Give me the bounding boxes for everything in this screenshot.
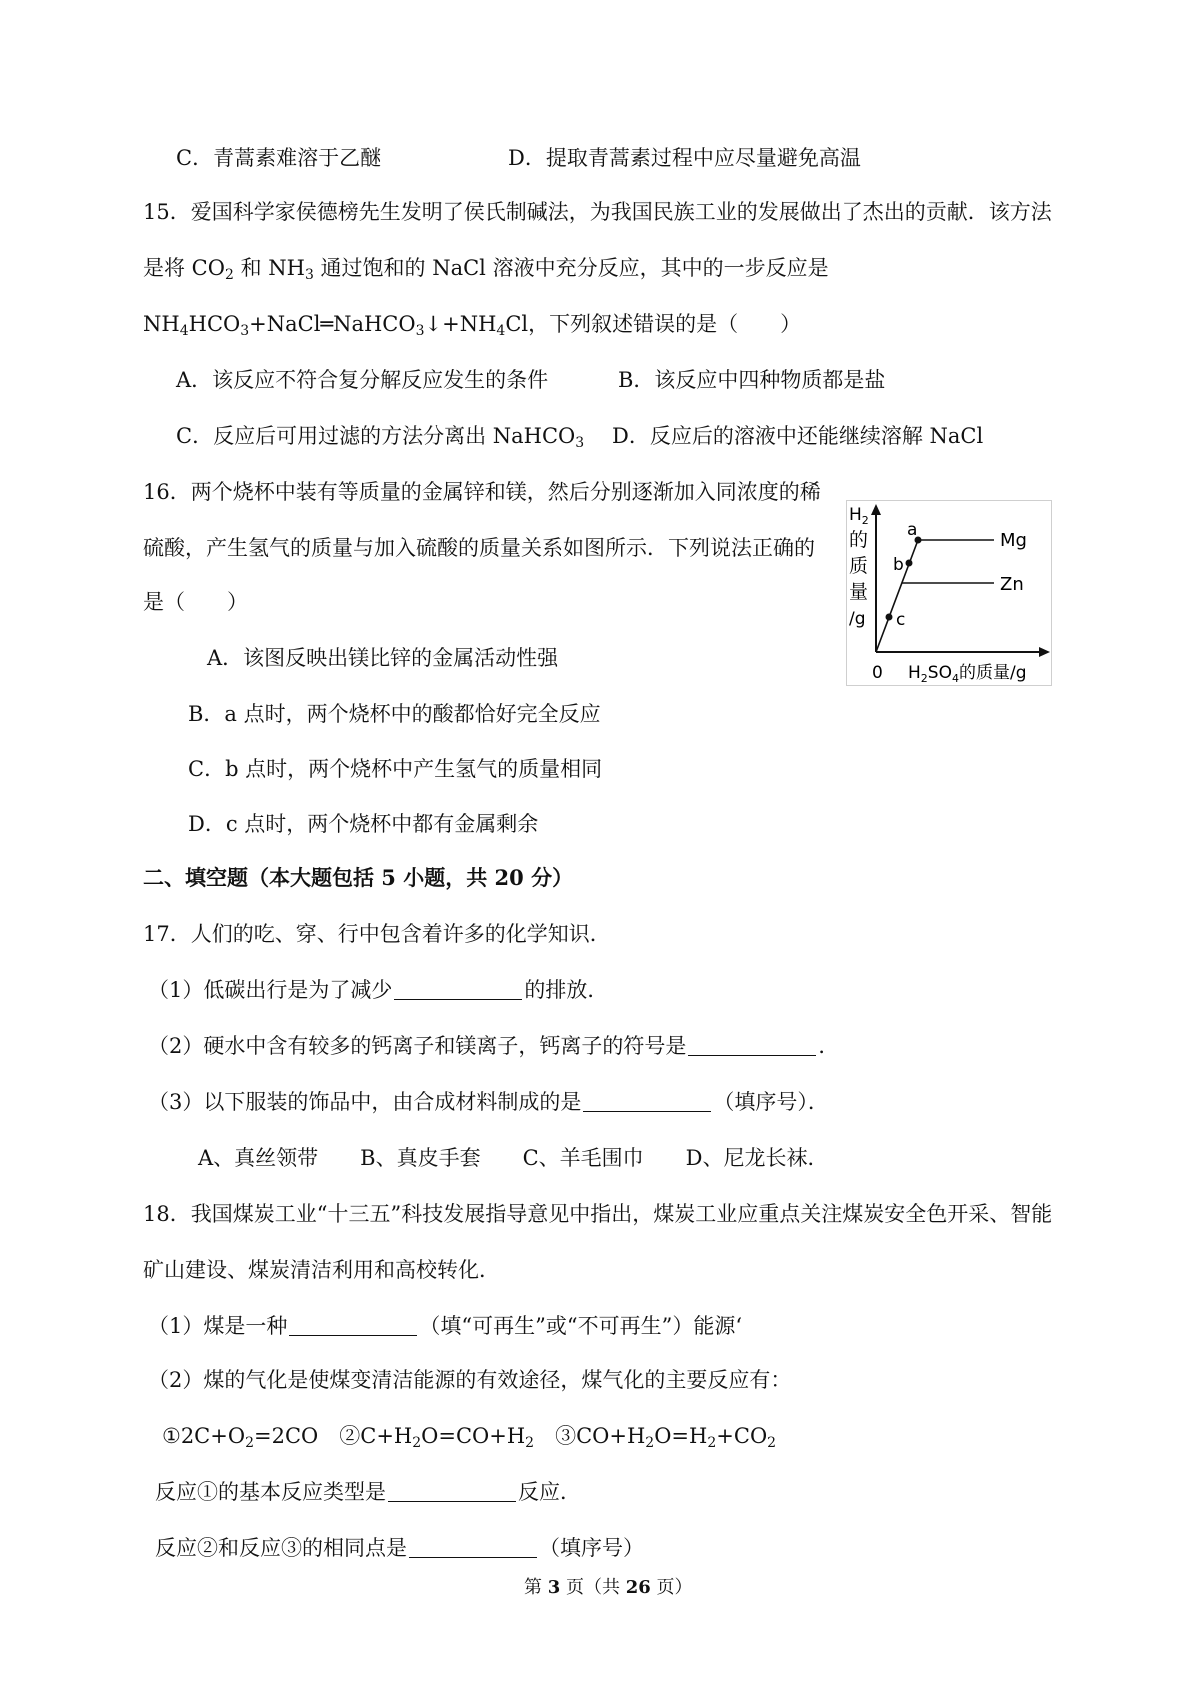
answer-blank[interactable] [289,1315,417,1336]
x-axis-label: $H_2SO_4$的质量/g [908,663,1027,685]
q17-part2: （2）硬水中含有较多的钙离子和镁离子，钙离子的符号是 ． [148,1034,840,1058]
q17-part3: （3）以下服装的饰品中，由合成材料制成的是 （填序号）． [148,1090,829,1114]
point-b [906,560,913,567]
y-axis-label-h2: $H_2$ [849,505,869,527]
answer-blank[interactable] [583,1091,711,1112]
q18-part4: 反应②和反应③的相同点是 （填序号） [155,1536,644,1560]
q16-stem-line2: 硫酸，产生氢气的质量与加入硫酸的质量关系如图所示．下列说法正确的 [143,536,815,560]
q16-option-c: C．b 点时，两个烧杯中产生氢气的质量相同 [188,757,603,781]
y-axis-label-char-2: 质 [849,555,869,577]
answer-blank[interactable] [394,979,522,1000]
q18-stem-line2: 矿山建设、煤炭清洁利用和高校转化． [143,1258,500,1282]
q14-option-d: D．提取青蒿素过程中应尽量避免高温 [508,146,861,170]
q18-stem-line1: 18．我国煤炭工业“十三五”科技发展指导意见中指出，煤炭工业应重点关注煤炭安全色开采、智能 [143,1202,1053,1226]
q16-option-b: B．a 点时，两个烧杯中的酸都恰好完全反应 [188,702,601,726]
label-b: b [893,555,904,575]
q16-figure [846,500,1052,686]
label-c: c [896,610,906,630]
q15-option-b: B．该反应中四种物质都是盐 [618,368,886,392]
q17-part1: （1）低碳出行是为了减少 的排放． [148,978,609,1002]
answer-blank[interactable] [409,1537,537,1558]
page-footer: 第 3 页（共 26 页） [524,1577,693,1598]
q16-stem-line1: 16．两个烧杯中装有等质量的金属锌和镁，然后分别逐渐加入同浓度的稀 [143,480,821,504]
q17-options: A、真丝领带 B、真皮手套 C、羊毛围巾 D、尼龙长袜． [198,1146,829,1170]
q14-option-c: C．青蒿素难溶于乙醚 [176,146,382,170]
q15-option-d: D．反应后的溶液中还能继续溶解 NaCl [612,424,984,448]
q15-equation-line: $NH_4HCO_3+NaCl═NaHCO_3↓+NH_4Cl$，下列叙述错误的是（ ） [143,312,802,339]
q15-option-a: A．该反应不符合复分解反应发生的条件 [176,368,549,392]
label-mg: Mg [1000,530,1027,551]
q18-part2: （2）煤的气化是使煤变清洁能源的有效途径，煤气化的主要反应有： [148,1368,792,1392]
q15-stem-line1: 15．爱国科学家侯德榜先生发明了侯氏制碱法，为我国民族工业的发展做出了杰出的贡献．该方法 [143,200,1052,224]
section-heading: 二、填空题（本大题包括 5 小题，共 20 分） [143,865,574,890]
y-axis-label-char-4: /g [849,609,866,629]
point-c [886,614,893,621]
answer-blank[interactable] [388,1481,516,1502]
q16-stem-line3: 是（ ） [143,590,248,614]
q16-option-d: D．c 点时，两个烧杯中都有金属剩余 [188,812,539,836]
origin-label: 0 [872,663,883,683]
y-axis-label-char-1: 的 [849,529,869,551]
answer-blank[interactable] [688,1035,816,1056]
q18-part1: （1）煤是一种 （填“可再生”或“不可再生”）能源‘ [148,1314,742,1338]
label-zn: Zn [1000,574,1024,595]
y-axis-label-char-3: 量 [849,581,869,603]
q15-option-c: C．反应后可用过滤的方法分离出 NaHCO$_3$ [176,424,585,451]
q18-equations: $①2C+O_2=2CO$ $②C+H_2O=CO+H_2$ $③CO+H_2O=H_2+CO_2$ [162,1424,777,1451]
q17-stem: 17．人们的吃、穿、行中包含着许多的化学知识． [143,922,611,946]
label-a: a [907,520,918,540]
q15-stem-line2: 是将 $CO_2$ 和 $NH_3$ 通过饱和的 NaCl 溶液中充分反应，其中的一步反应是 [143,256,829,283]
q16-option-a: A．该图反映出镁比锌的金属活动性强 [207,646,559,670]
q18-part3: 反应①的基本反应类型是 反应． [155,1480,581,1504]
